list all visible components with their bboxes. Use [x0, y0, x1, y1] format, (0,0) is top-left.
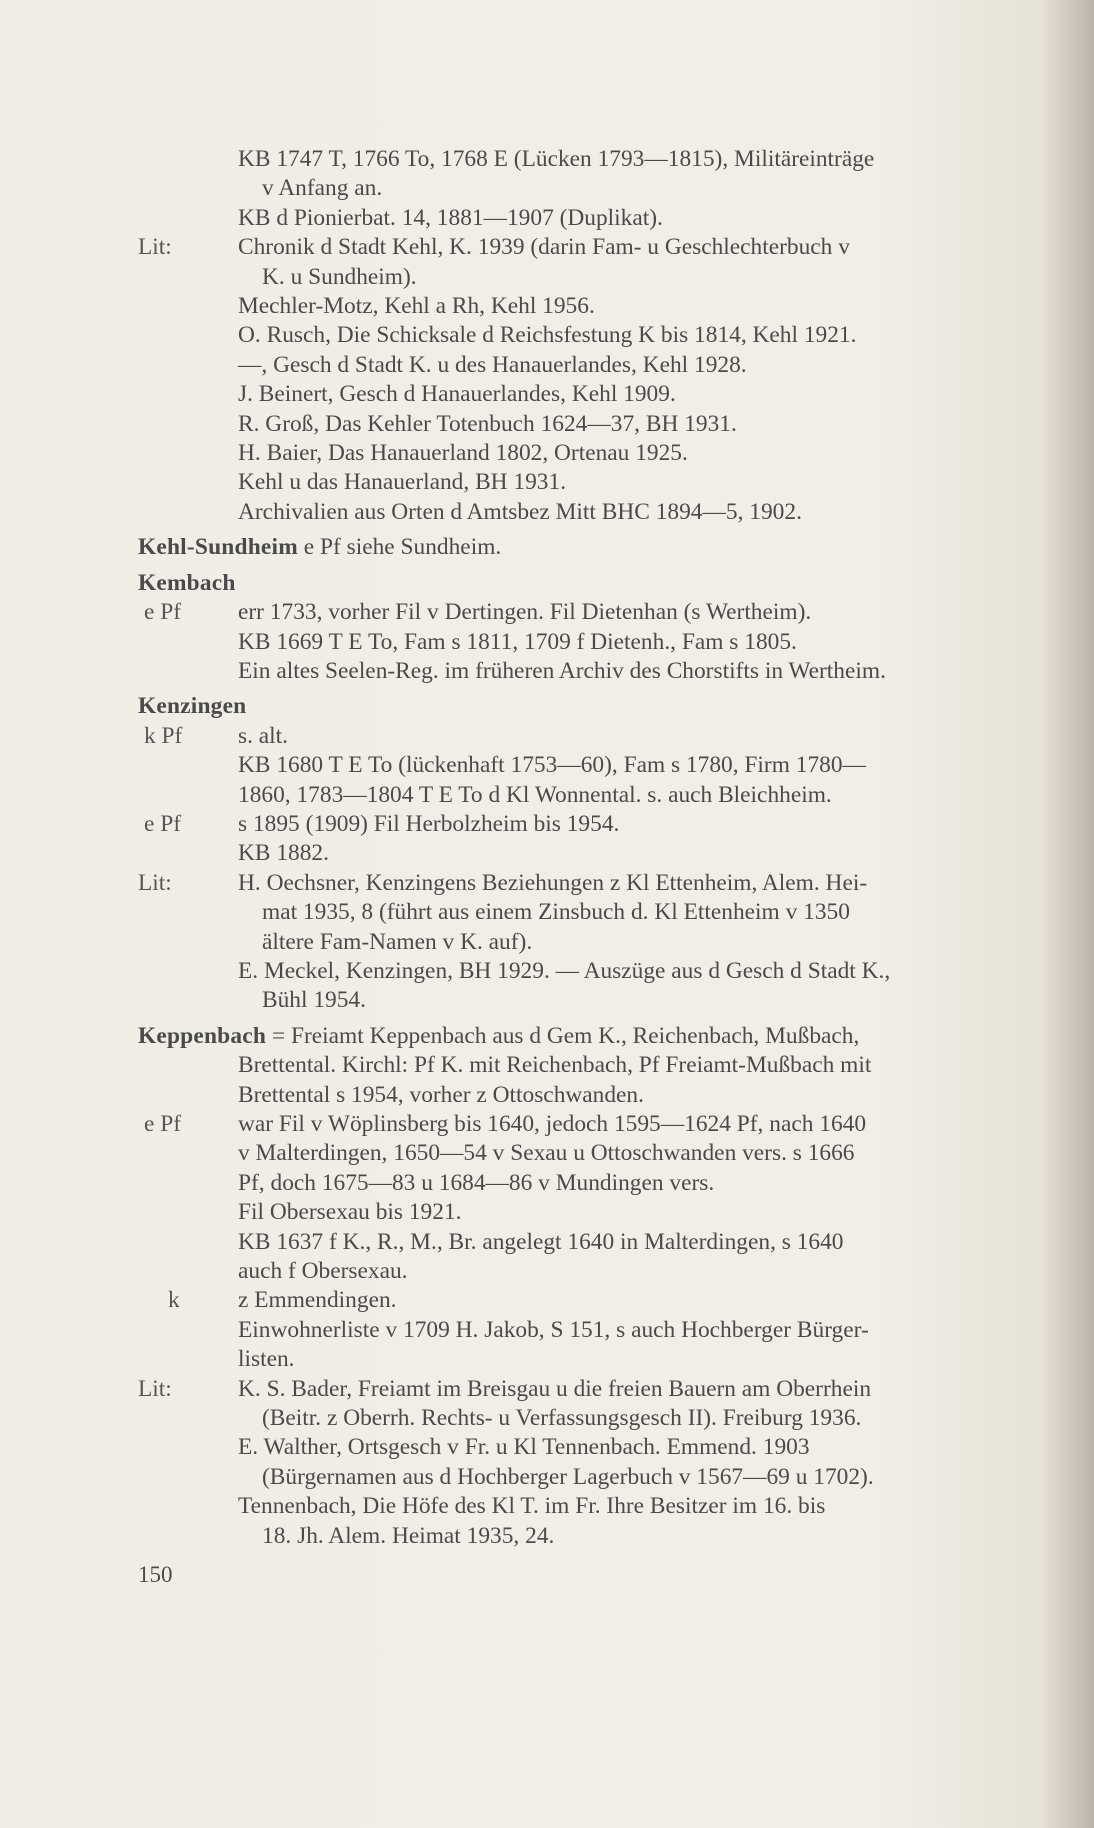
entry-heading: Kehl-Sundheim	[138, 534, 298, 561]
text-line: v Malterdingen, 1650—54 v Sexau u Ottoschwanden vers. s 1666	[238, 1140, 855, 1167]
line-text: s 1895 (1909) Fil Herbolzheim bis 1954.	[238, 810, 620, 837]
text-line: Ein altes Seelen-Reg. im früheren Archiv des Chorstifts in Wertheim.	[238, 657, 886, 684]
text-line: v Anfang an.	[262, 175, 383, 202]
text-line: auch f Obersexau.	[238, 1258, 408, 1285]
line-text: war Fil v Wöplinsberg bis 1640, jedoch 1595—1624 Pf, nach 1640	[238, 1111, 867, 1137]
text-line: KB 1637 f K., R., M., Br. angelegt 1640 in Malterdingen, s 1640	[238, 1228, 844, 1255]
line-text: s. alt.	[238, 722, 289, 749]
text-line: E. Walther, Ortsgesch v Fr. u Kl Tennenbach. Emmend. 1903	[238, 1434, 810, 1461]
line-text: err 1733, vorher Fil v Dertingen. Fil Dietenhan (s Wertheim).	[238, 599, 812, 626]
entry-heading-text: = Freiamt Keppenbach aus d Gem K., Reichenbach, Mußbach,	[266, 1022, 860, 1049]
text-line: O. Rusch, Die Schicksale d Reichsfestung K bis 1814, Kehl 1921.	[238, 322, 857, 349]
labeled-line	[138, 722, 1038, 751]
text-line: ältere Fam-Namen v K. auf).	[262, 928, 533, 955]
text-line: H. Baier, Das Hanauerland 1802, Ortenau 1925.	[238, 440, 688, 467]
entry-heading: Kenzingen	[138, 693, 247, 720]
entry-heading-line	[138, 533, 1038, 562]
page-number: 150	[138, 1562, 173, 1587]
labeled-line	[138, 598, 1038, 627]
text-line: 1860, 1783—1804 T E To d Kl Wonnental. s. auch Bleichheim.	[238, 781, 832, 808]
text-line: Archivalien aus Orten d Amtsbez Mitt BHC 1894—5, 1902.	[238, 498, 802, 525]
page-content	[138, 145, 1038, 1551]
text-line: Mechler-Motz, Kehl a Rh, Kehl 1956.	[238, 293, 595, 320]
text-line: KB 1882.	[238, 840, 329, 867]
text-line: KB 1680 T E To (lückenhaft 1753—60), Fam s 1780, Firm 1780—	[238, 752, 866, 779]
entry-heading: Kembach	[138, 569, 236, 596]
line-text: K. S. Bader, Freiamt im Breisgau u die freien Bauern am Oberrhein	[238, 1375, 872, 1402]
text-line: —, Gesch d Stadt K. u des Hanauerlandes, Kehl 1928.	[238, 351, 747, 378]
text-line: Fil Obersexau bis 1921.	[238, 1199, 462, 1226]
entry-heading-line	[138, 569, 1038, 598]
line-label: Lit:	[138, 234, 172, 261]
line-label: k	[168, 1287, 180, 1314]
entry-heading-line	[138, 692, 1038, 721]
text-line: Kehl u das Hanauerland, BH 1931.	[238, 469, 567, 496]
text-line: KB 1669 T E To, Fam s 1811, 1709 f Dietenh., Fam s 1805.	[238, 628, 797, 655]
entry-heading-text: e Pf siehe Sundheim.	[297, 534, 502, 561]
text-line: (Bürgernamen aus d Hochberger Lagerbuch v 1567—69 u 1702).	[262, 1463, 874, 1490]
text-line: listen.	[238, 1346, 295, 1373]
line-label: Lit:	[138, 1375, 172, 1402]
line-label: e Pf	[144, 810, 182, 837]
text-line: K. u Sundheim).	[262, 263, 417, 290]
line-label: k Pf	[144, 722, 183, 749]
text-line: Brettental. Kirchl: Pf K. mit Reichenbach, Pf Freiamt-Mußbach mit	[238, 1052, 872, 1079]
labeled-line	[138, 1286, 1038, 1315]
line-label: e Pf	[144, 599, 182, 626]
text-line: Brettental s 1954, vorher z Ottoschwanden.	[238, 1081, 644, 1108]
text-line: KB 1747 T, 1766 To, 1768 E (Lücken 1793—1815), Militäreinträge	[238, 146, 875, 172]
text-line: 18. Jh. Alem. Heimat 1935, 24.	[262, 1522, 555, 1549]
labeled-line	[138, 1110, 1038, 1139]
text-line: E. Meckel, Kenzingen, BH 1929. — Auszüge aus d Gesch d Stadt K.,	[238, 957, 891, 984]
text-line: Einwohnerliste v 1709 H. Jakob, S 151, s auch Hochberger Bürger-	[238, 1316, 869, 1343]
text-line: KB d Pionierbat. 14, 1881—1907 (Duplikat).	[238, 204, 663, 231]
labeled-line	[138, 233, 1038, 262]
entry-heading: Keppenbach	[138, 1022, 267, 1049]
labeled-line	[138, 869, 1038, 898]
text-line: Tennenbach, Die Höfe des Kl T. im Fr. Ihre Besitzer im 16. bis	[238, 1493, 826, 1520]
text-line: Pf, doch 1675—83 u 1684—86 v Mundingen vers.	[238, 1169, 715, 1196]
line-label: e Pf	[144, 1111, 182, 1137]
line-text: Chronik d Stadt Kehl, K. 1939 (darin Fam- u Geschlechterbuch v	[238, 234, 850, 261]
line-label: Lit:	[138, 869, 172, 896]
text-line: (Beitr. z Oberrh. Rechts- u Verfassungsgesch II). Freiburg 1936.	[262, 1405, 862, 1432]
text-line: J. Beinert, Gesch d Hanauerlandes, Kehl 1909.	[238, 381, 676, 408]
text-line: R. Groß, Das Kehler Totenbuch 1624—37, BH 1931.	[238, 410, 737, 437]
entry-heading-line	[138, 1022, 1038, 1051]
text-line: mat 1935, 8 (führt aus einem Zinsbuch d. Kl Ettenheim v 1350	[262, 899, 850, 926]
line-text: z Emmendingen.	[238, 1287, 397, 1314]
text-line: Bühl 1954.	[262, 987, 366, 1014]
labeled-line	[138, 810, 1038, 839]
labeled-line	[138, 1375, 1038, 1404]
line-text: H. Oechsner, Kenzingens Beziehungen z Kl Ettenheim, Alem. Hei-	[238, 869, 868, 896]
